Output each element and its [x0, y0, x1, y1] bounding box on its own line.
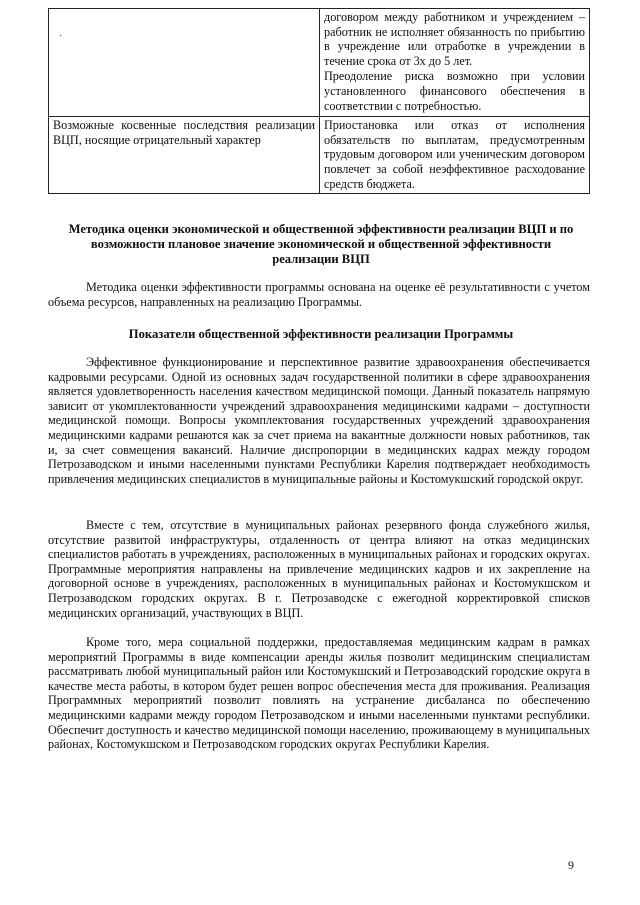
- table-cell-right: [320, 9, 590, 117]
- cell-paragraph: договором между работником и учреждением – работник не исполняет обязанность по прибытию в учреждение или отработке в учреждении в течение срока от 3х до 5 лет.: [324, 10, 585, 68]
- risk-table: [48, 8, 590, 194]
- body-paragraph-1: Методика оценки эффективности программы основана на оценке её результативности с учетом объема ресурсов, направленных на реализацию Программы.: [48, 280, 590, 309]
- section-heading-indicators: Показатели общественной эффективности реализации Программы: [128, 327, 514, 341]
- page-number: 9: [568, 858, 574, 872]
- table-cell-right: Приостановка или отказ от исполнения обязательств по выплатам, предусмотренным трудовым договором или ученическим договором повлечет за собой неэффективное расходование средств бюджета.: [320, 117, 590, 194]
- stray-dot: ·: [59, 31, 63, 42]
- table-cell-left: [49, 9, 320, 117]
- body-paragraph-3: Вместе с тем, отсутствие в муниципальных районах резервного фонда служебного жилья, отсутствие развитой инфраструктуры, отдаленность от центра влияют на отказ медицинских специалистов работать в учреждениях, расположенных в муниципальных районах и городских округах. Программные мероприятия направлены на привлечение медицинских кадров и их закрепление на договорной основе в учреждениях, расположенных в муниципальных районах и Костомукшском и Петрозаводском городских округах. В г. Петрозаводске с ежегодной корректировкой списков медицинских организаций, участвующих в ВЦП.: [48, 518, 590, 620]
- table-row: [49, 117, 590, 194]
- cell-paragraph: Преодоление риска возможно при условии установленного финансового обеспечения в соответствии с потребностью.: [324, 69, 585, 113]
- section-heading-methodology: Методика оценки экономической и общественной эффективности реализации ВЦП и по возможности плановое значение экономической и общественной эффективности реализации ВЦП: [68, 222, 574, 266]
- table-row: [49, 9, 590, 117]
- table-cell-left: Возможные косвенные последствия реализации ВЦП, носящие отрицательный характер: [49, 117, 320, 194]
- body-paragraph-2: Эффективное функционирование и перспективное развитие здравоохранения обеспечивается кадровыми ресурсами. Одной из основных задач государственной политики в сфере здравоохранения является удовлетворенность населения качеством медицинской помощи. Данный показатель напрямую зависит от укомплектованности учреждений здравоохранения медицинскими кадрами – доступности медицинской помощи. Вопросы укомплектования государственных учреждений здравоохранения медицинскими кадрами решаются как за счет приема на вакантные должности новых работников, так и, за счет совмещения вакансий. Наличие диспропорции в медицинских кадрах между городом Петрозаводском и иными населенными пунктами Республики Карелия подтверждает необходимость привлечения медицинских специалистов в муниципальные районы и Костомукшский городской округ.: [48, 355, 590, 486]
- body-paragraph-4: Кроме того, мера социальной поддержки, предоставляемая медицинским кадрам в рамках мероприятий Программы в виде компенсации аренды жилья позволит медицинским специалистам рассматривать любой муниципальный район или Костомукшский и Петрозаводский городские округа в качестве места работы, в котором будет решен вопрос обеспечения места для проживания. Реализация Программных мероприятий позволит повлиять на устранение дисбаланса по обеспечению медицинскими кадрами между городом Петрозаводском и иными населенными пунктами республики. Обеспечит доступность и качество медицинской помощи населению, проживающему в муниципальных районах, Костомукшском и Петрозаводском городских округах Республики Карелия.: [48, 635, 590, 752]
